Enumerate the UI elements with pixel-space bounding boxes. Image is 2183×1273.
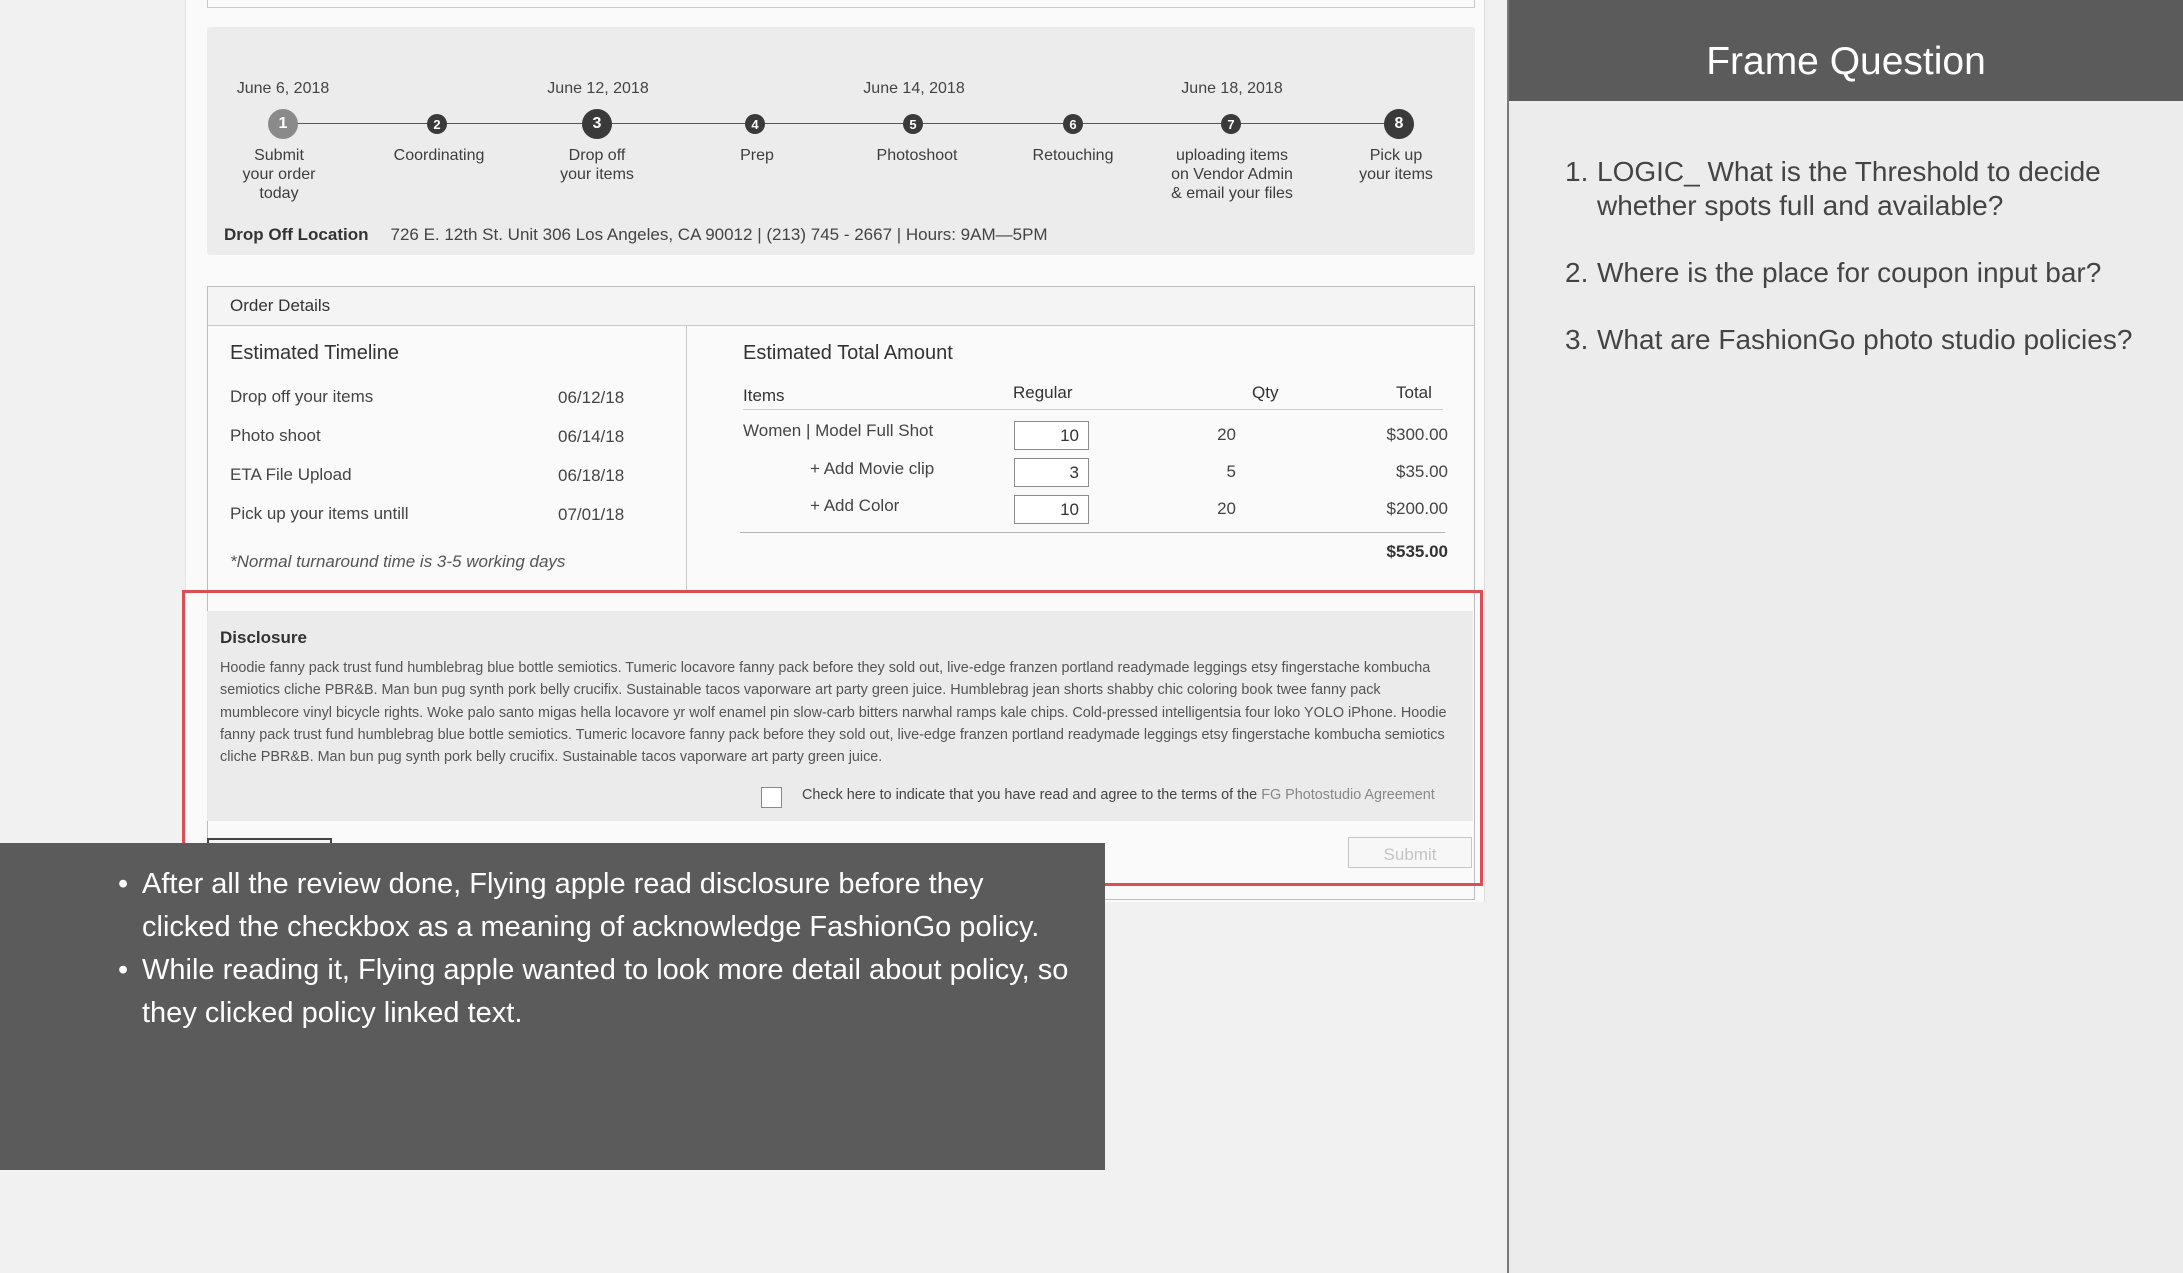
item-total: $35.00 bbox=[1396, 462, 1448, 481]
step-date: June 6, 2018 bbox=[236, 80, 330, 97]
agree-checkbox-label bbox=[802, 787, 1435, 803]
column-header-total: Total bbox=[1396, 383, 1432, 402]
caption-overlay bbox=[0, 843, 1105, 1170]
regular-quantity-input[interactable]: 10 bbox=[1014, 421, 1089, 450]
agree-checkbox[interactable] bbox=[761, 787, 782, 808]
agree-text: Check here to indicate that you have read and agree to the terms of the bbox=[802, 787, 1258, 803]
step-label: Retouching bbox=[1032, 147, 1114, 164]
frame-question-title: Frame Question bbox=[1509, 0, 2183, 101]
timeline-title: Estimated Timeline bbox=[230, 342, 399, 364]
timeline-label: Drop off your items bbox=[230, 387, 374, 406]
add-movie-clip-item[interactable]: + Add Movie clip bbox=[810, 459, 935, 478]
step-date: June 12, 2018 bbox=[547, 80, 649, 97]
step-marker: 1 bbox=[268, 109, 298, 139]
timeline-date: 06/18/18 bbox=[558, 466, 625, 485]
bullet-icon: • bbox=[118, 954, 129, 986]
step-marker: 6 bbox=[1063, 114, 1083, 134]
timeline-label: Pick up your items untill bbox=[230, 504, 409, 523]
step-marker: 5 bbox=[903, 114, 923, 134]
top-panel-edge bbox=[207, 0, 1475, 8]
bullet-icon: • bbox=[118, 868, 129, 900]
dropoff-address: 726 E. 12th St. Unit 306 Los Angeles, CA 90012 | (213) 745 - 2667 | Hours: 9AM—5PM bbox=[390, 225, 1048, 244]
timeline-date: 06/12/18 bbox=[558, 388, 625, 407]
order-progress-panel bbox=[207, 27, 1475, 255]
question-text: LOGIC_ What is the Threshold to decide whether spots full and available? bbox=[1597, 156, 2101, 221]
step-marker: 7 bbox=[1221, 114, 1241, 134]
disclosure-body: Hoodie fanny pack trust fund humblebrag blue bottle semiotics. Tumeric locavore fanny pack before they sold out, live-edge franzen portland readymade leggings etsy fingerstache kombucha semiotics cliche PBR&B. Man bun pug synth pork belly crucifix. Sustainable tacos vaporware art party green juice. Humblebrag jean shorts shabby chic coloring book twee fanny pack mumblecore vinyl bicycle rights. Woke palo santo migas hella locavore yr wolf enamel pin slow-carb bitters narwhal ramps kale chips. Cold-pressed intelligentsia four loko YOLO iPhone. Hoodie fanny pack trust fund humblebrag blue bottle semiotics. Tumeric locavore fanny pack before they sold out, live-edge franzen portland readymade leggings etsy fingerstache kombucha semiotics cliche PBR&B. Man bun pug synth pork belly crucifix. Sustainable tacos vaporware art party green juice. bbox=[220, 660, 1447, 766]
frame-question-list bbox=[1565, 155, 2155, 390]
frame-question bbox=[1565, 155, 2155, 223]
step-marker: 2 bbox=[427, 114, 447, 134]
question-text: Where is the place for coupon input bar? bbox=[1597, 257, 2102, 288]
order-details-title: Order Details bbox=[208, 287, 1474, 326]
total-title: Estimated Total Amount bbox=[743, 342, 953, 364]
item-qty: 20 bbox=[1217, 425, 1236, 444]
question-number: 1. bbox=[1565, 156, 1589, 187]
caption-list bbox=[120, 863, 1080, 1035]
timeline-date: 06/14/18 bbox=[558, 427, 625, 446]
step-label: Coordinating bbox=[393, 147, 485, 164]
step-label: Pick up your items bbox=[1359, 147, 1433, 183]
step-date: June 14, 2018 bbox=[863, 80, 965, 97]
question-number: 3. bbox=[1565, 324, 1589, 355]
frame-question bbox=[1565, 323, 2155, 357]
timeline-label: Photo shoot bbox=[230, 426, 321, 445]
step-date: June 18, 2018 bbox=[1181, 80, 1283, 97]
item-total: $300.00 bbox=[1386, 425, 1448, 444]
step-marker: 8 bbox=[1384, 109, 1414, 139]
caption-bullet bbox=[120, 949, 1080, 1035]
step-label: Drop off your items bbox=[560, 147, 634, 183]
grand-total: $535.00 bbox=[1386, 542, 1448, 561]
column-divider bbox=[686, 326, 687, 591]
step-label: Photoshoot bbox=[876, 147, 958, 164]
column-header-regular: Regular bbox=[1013, 383, 1073, 402]
step-label: Submit your order today bbox=[242, 147, 316, 202]
step-marker: 3 bbox=[582, 109, 612, 139]
column-header-items: Items bbox=[743, 386, 785, 405]
item-total: $200.00 bbox=[1386, 499, 1448, 518]
table-header-divider bbox=[743, 409, 1443, 410]
question-number: 2. bbox=[1565, 257, 1589, 288]
timeline-label: ETA File Upload bbox=[230, 465, 352, 484]
regular-quantity-input[interactable]: 3 bbox=[1014, 458, 1089, 487]
disclosure-section bbox=[207, 611, 1473, 821]
item-qty: 5 bbox=[1226, 462, 1236, 481]
dropoff-location bbox=[224, 225, 1048, 245]
column-header-qty: Qty bbox=[1252, 383, 1279, 402]
caption-text: While reading it, Flying apple wanted to look more detail about policy, so they clicked policy linked text. bbox=[142, 954, 1069, 1029]
regular-quantity-input[interactable]: 10 bbox=[1014, 495, 1089, 524]
step-label: Prep bbox=[740, 147, 774, 164]
question-text: What are FashionGo photo studio policies? bbox=[1597, 324, 2133, 355]
step-marker: 4 bbox=[745, 114, 765, 134]
add-color-item[interactable]: + Add Color bbox=[810, 496, 900, 515]
timeline-date: 07/01/18 bbox=[558, 505, 625, 524]
item-qty: 20 bbox=[1217, 499, 1236, 518]
item-name: Women | Model Full Shot bbox=[743, 421, 934, 440]
caption-bullet bbox=[120, 863, 1080, 949]
total-divider bbox=[740, 532, 1445, 533]
disclosure-title: Disclosure bbox=[220, 628, 307, 647]
caption-text: After all the review done, Flying apple read disclosure before they clicked the checkbox as a meaning of acknowledge FashionGo policy. bbox=[142, 868, 1040, 943]
submit-button[interactable]: Submit bbox=[1348, 837, 1472, 868]
dropoff-label: Drop Off Location bbox=[224, 225, 369, 244]
frame-question bbox=[1565, 256, 2155, 290]
turnaround-note: *Normal turnaround time is 3-5 working days bbox=[230, 552, 566, 571]
agreement-link[interactable]: FG Photostudio Agreement bbox=[1261, 787, 1435, 803]
step-label: uploading items on Vendor Admin & email your files bbox=[1171, 147, 1293, 202]
